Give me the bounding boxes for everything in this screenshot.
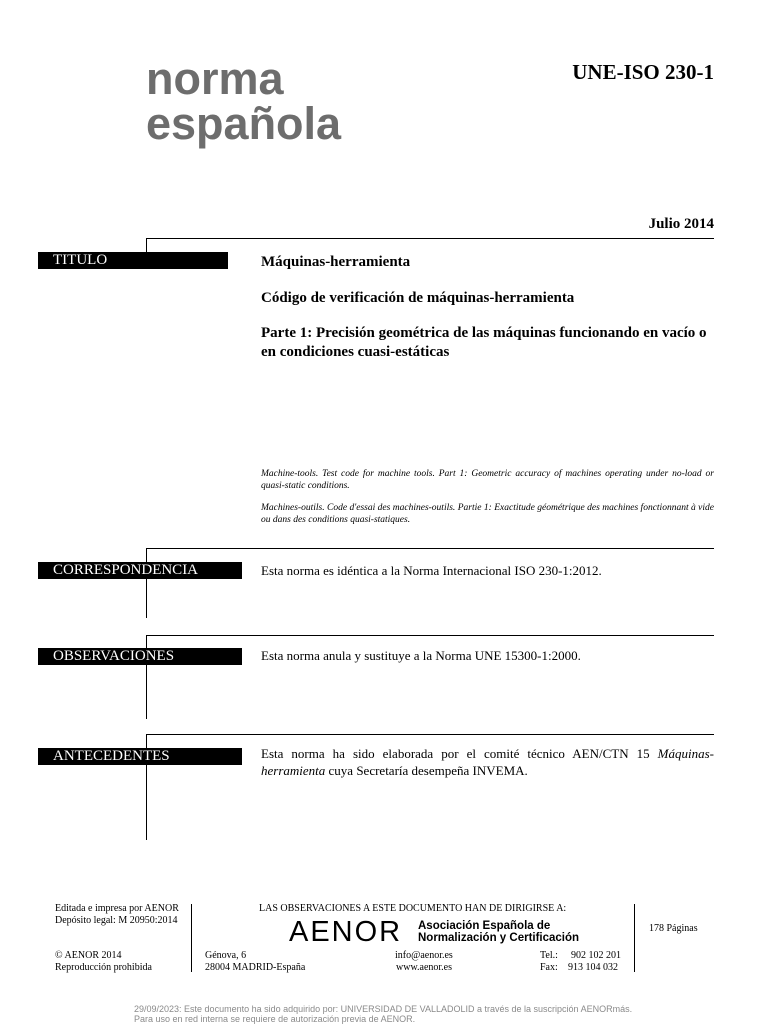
antecedentes-text-a: Esta norma ha sido elaborada por el comité técnico AEN/CTN 15 (261, 746, 658, 761)
legal-deposit: Depósito legal: M 20950:2014 (55, 915, 178, 926)
correspondencia-vrule (146, 548, 147, 618)
footer-divider-right (634, 904, 635, 972)
copyright: © AENOR 2014 (55, 950, 122, 961)
antecedentes-rule (146, 734, 714, 735)
aenor-subtitle-2: Normalización y Certificación (418, 932, 580, 944)
antecedentes-text (261, 745, 714, 779)
antecedentes-text-b: cuya Secretaría desempeña INVEMA. (325, 763, 528, 778)
observaciones-label: OBSERVACIONES (38, 648, 242, 665)
brand-line-2: española (146, 98, 342, 149)
fax-label: Fax: (540, 962, 558, 973)
correspondencia-text: Esta norma es idéntica a la Norma Internacional ISO 230-1:2012. (261, 563, 602, 578)
publication-date: Julio 2014 (648, 216, 714, 232)
antecedentes-committee: Máquinas-herramienta (261, 746, 714, 778)
aenor-subtitle-1: Asociación Española de (418, 920, 551, 932)
titulo-rule (146, 238, 714, 239)
contact-email: info@aenor.es (395, 950, 453, 961)
english-title: Machine-tools. Test code for machine tools. Part 1: Geometric accuracy of machines operating under no-load or quasi-static conditions. (261, 469, 714, 491)
page-count: 178 Páginas (649, 923, 698, 934)
titulo-label: TITULO (38, 252, 228, 269)
fax-number: 913 104 032 (568, 962, 618, 973)
title-part: Parte 1: Precisión geométrica de las máquinas funcionando en vacío o en condiciones cuasi-estáticas (261, 325, 707, 360)
french-title: Machines-outils. Code d'essai des machines-outils. Partie 1: Exactitude géométrique des machines fonctionnant à vide ou dans des conditions quasi-statiques. (261, 503, 714, 525)
observaciones-text: Esta norma anula y sustituye a la Norma UNE 15300-1:2000. (261, 648, 581, 663)
title-sub: Código de verificación de máquinas-herramienta (261, 290, 575, 306)
aenor-logo: AENOR (289, 916, 403, 948)
correspondencia-label: CORRESPONDENCIA (38, 562, 242, 579)
network-use-notice: Para uso en red interna se requiere de autorización previa de AENOR. (134, 1014, 416, 1024)
tel-number: 902 102 201 (571, 950, 621, 961)
brand-line-1: norma (146, 53, 284, 104)
tel-label: Tel.: (540, 950, 558, 961)
acquisition-notice: 29/09/2023: Este documento ha sido adquirido por: UNIVERSIDAD DE VALLADOLID a través de la suscripción AENORmás. (134, 1004, 633, 1014)
standard-code: UNE-ISO 230-1 (572, 60, 714, 84)
observaciones-rule (146, 635, 714, 636)
reproduction-notice: Reproducción prohibida (55, 962, 152, 973)
antecedentes-label: ANTECEDENTES (38, 748, 242, 765)
footer-divider-left (191, 904, 192, 972)
correspondencia-rule (146, 548, 714, 549)
address-city: 28004 MADRID-España (205, 962, 306, 973)
edited-by: Editada e impresa por AENOR (55, 903, 179, 914)
brand-title (146, 53, 342, 149)
observations-header: LAS OBSERVACIONES A ESTE DOCUMENTO HAN DE DIRIGIRSE A: (259, 903, 567, 914)
address-street: Génova, 6 (205, 950, 247, 961)
title-main: Máquinas-herramienta (261, 254, 411, 270)
contact-web: www.aenor.es (396, 962, 453, 973)
